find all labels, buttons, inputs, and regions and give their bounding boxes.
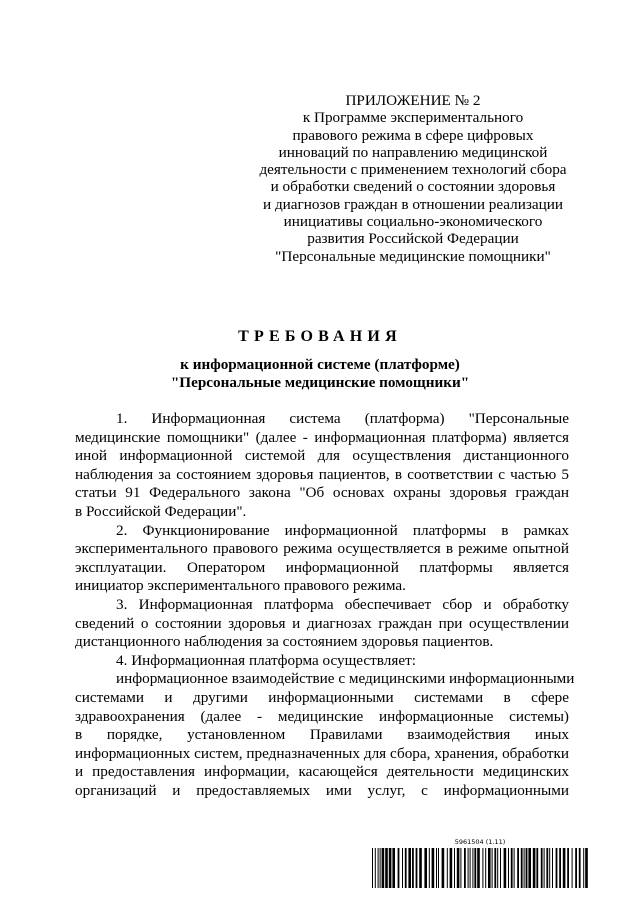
- barcode-block: [370, 838, 590, 894]
- barcode-label: 5961504 (1.11): [454, 838, 506, 846]
- paragraph-line: сведений о состоянии здоровья и диагнозах граждан при осуществлении: [75, 614, 569, 632]
- barcode-icon: [370, 848, 590, 888]
- paragraph-line: экспериментального правового режима осуществляется в режиме опытной: [75, 540, 569, 558]
- paragraph-line: и предоставления информации, касающейся деятельности медицинских: [75, 763, 569, 781]
- paragraph: [75, 410, 569, 522]
- paragraph-line: информационное взаимодействие с медицинскими информационными: [116, 670, 575, 688]
- paragraph-line: в Российской Федерации".: [75, 502, 247, 520]
- paragraph: [75, 670, 575, 800]
- appendix-line: правового режима в сфере цифровых: [292, 126, 534, 144]
- appendix-heading: ПРИЛОЖЕНИЕ № 2: [345, 92, 481, 109]
- appendix-line: к Программе экспериментального: [302, 109, 524, 127]
- paragraph-line: 2. Функционирование информационной платформы в рамках: [116, 521, 569, 539]
- paragraph-line: статьи 91 Федерального закона "Об основах охраны здоровья граждан: [75, 484, 569, 502]
- paragraph-line: в порядке, установленном Правилами взаимодействия иных: [75, 726, 569, 744]
- appendix-line: инициативы социально-экономического: [283, 213, 543, 231]
- appendix-line: "Персональные медицинские помощники": [275, 247, 551, 265]
- appendix-line: инноваций по направлению медицинской: [278, 143, 548, 161]
- document-body: [75, 410, 575, 800]
- appendix-lines: [248, 109, 578, 265]
- paragraph: [75, 522, 569, 596]
- paragraph-line: иной информационной системой для осуществления дистанционного: [75, 447, 569, 465]
- paragraph-line: информационных систем, предназначенных для сбора, хранения, обработки: [75, 744, 569, 762]
- appendix-line: развития Российской Федерации: [307, 230, 519, 248]
- document-title: ТРЕБОВАНИЯ: [238, 328, 402, 345]
- paragraph-line: здравоохранения (далее - медицинские информационные системы): [75, 707, 569, 725]
- paragraph: [75, 652, 569, 671]
- subtitle-line: к информационной системе (платформе): [180, 356, 460, 373]
- appendix-line: деятельности с применением технологий сбора: [259, 161, 567, 179]
- paragraph-line: наблюдения за состоянием здоровья пациентов, в соответствии с частью 5: [75, 465, 569, 483]
- paragraph: [75, 596, 569, 652]
- appendix-line: и диагнозов граждан в отношении реализации: [263, 195, 563, 213]
- appendix-line: и обработки сведений о состоянии здоровья: [270, 178, 556, 196]
- paragraph-line: организаций и предоставляемых ими услуг, с информационными: [75, 781, 569, 799]
- document-subtitle: [0, 356, 640, 391]
- paragraph-line: эксплуатации. Оператором информационной платформы является: [75, 558, 569, 576]
- paragraph-line: дистанционного наблюдения за состоянием здоровья пациентов.: [75, 633, 494, 651]
- paragraph-line: 4. Информационная платформа осуществляет:: [116, 651, 416, 669]
- subtitle-line: "Персональные медицинские помощники": [170, 373, 470, 391]
- paragraph-line: медицинские помощники" (далее - информационная платформа) является: [75, 428, 569, 446]
- paragraph-line: 1. Информационная система (платформа) "Персональные: [116, 410, 569, 427]
- paragraph-line: 3. Информационная платформа обеспечивает сбор и обработку: [116, 595, 569, 613]
- paragraph-line: системами и другими информационными системами в сфере: [75, 688, 569, 706]
- appendix-block: [248, 92, 578, 265]
- paragraph-line: инициатор экспериментального правового режима.: [75, 577, 406, 595]
